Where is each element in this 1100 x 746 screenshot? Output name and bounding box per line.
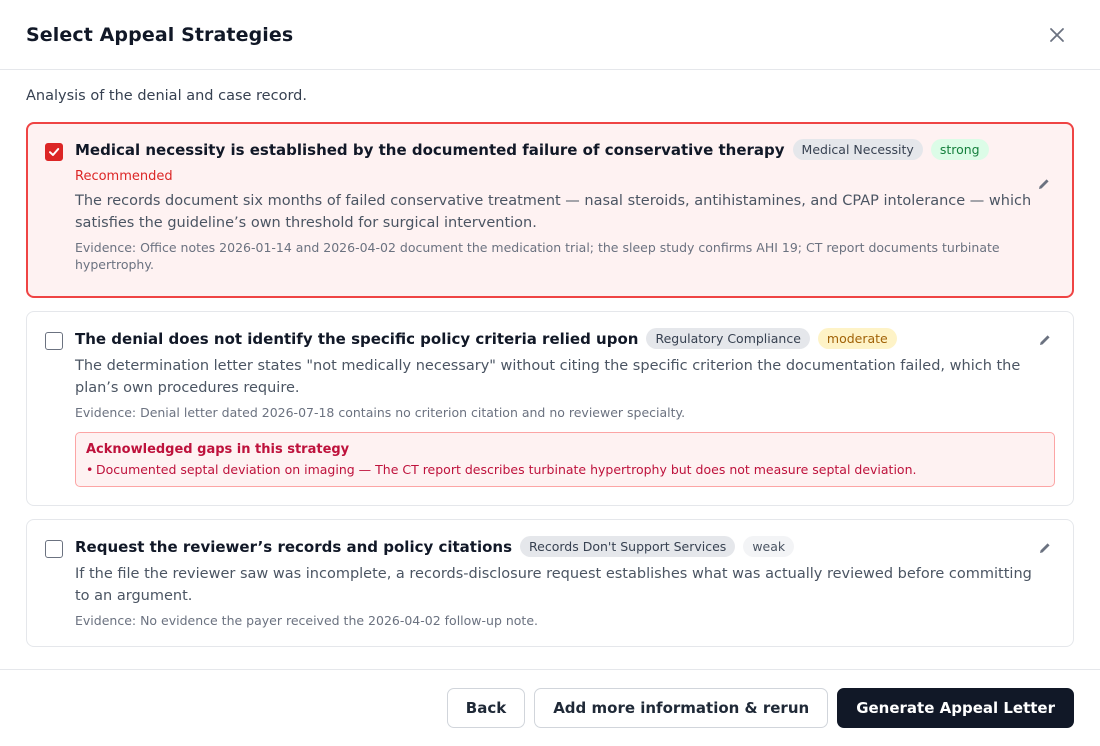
strategy-checkbox[interactable] [45, 540, 63, 558]
add-info-rerun-button[interactable]: Add more information & rerun [534, 688, 828, 728]
edit-strategy-button[interactable] [1035, 330, 1055, 350]
strategy-evidence: Evidence: Denial letter dated 2026-07-18 contains no criterion citation and no reviewer specialty. [75, 405, 686, 420]
dialog-title: Select Appeal Strategies [26, 23, 294, 46]
strategy-card-medical-necessity[interactable] [26, 122, 1074, 298]
edit-strategy-button[interactable] [1034, 174, 1054, 194]
pencil-icon [1038, 333, 1052, 347]
strategy-content [75, 328, 1055, 487]
close-icon [1049, 27, 1065, 43]
strategy-evidence: Evidence: No evidence the payer received the 2026-04-02 follow-up note. [75, 613, 538, 628]
check-icon [48, 146, 60, 158]
strategy-content [75, 139, 1055, 273]
strategy-title: Request the reviewer’s records and policy citations [75, 537, 513, 556]
gap-item: • Documented septal deviation on imaging — The CT report describes turbinate hypertrophy but does not measure septal deviation. [86, 462, 1044, 477]
strength-badge: strong [931, 139, 989, 160]
strategy-evidence: Evidence: Office notes 2026-01-14 and 2026-04-02 document the medication trial; the sleep study confirms AHI 19; CT report documents turbinate hypertrophy. [75, 240, 1000, 272]
category-badge: Records Don't Support Services [520, 536, 735, 557]
strategy-content [75, 536, 1055, 629]
analysis-intro: Analysis of the denial and case record. [26, 88, 307, 104]
strategy-description: The records document six months of failed conservative treatment — nasal steroids, antihistamines, and CPAP intolerance — which satisfies the guideline’s own threshold for surgical intervention. [75, 193, 1032, 231]
strength-badge: weak [743, 536, 794, 557]
edit-strategy-button[interactable] [1035, 538, 1055, 558]
strategy-description: The determination letter states "not medically necessary" without citing the specific criterion the documentation failed, which the plan’s own procedures require. [75, 358, 1021, 396]
strategy-checkbox[interactable] [45, 332, 63, 350]
strategy-title: The denial does not identify the specific policy criteria relied upon [75, 329, 639, 348]
pencil-icon [1037, 177, 1051, 191]
strategy-checkbox[interactable] [45, 143, 63, 161]
strategy-card-regulatory-compliance[interactable] [26, 311, 1074, 506]
strategy-description: If the file the reviewer saw was incomplete, a records-disclosure request establishes what was actually reviewed before committing to an argument. [75, 566, 1032, 604]
recommended-label: Recommended [75, 169, 173, 184]
dialog-footer [0, 669, 1100, 746]
dialog-header [0, 0, 1100, 70]
strategy-card-records-request[interactable] [26, 519, 1074, 647]
strength-badge: moderate [818, 328, 897, 349]
strategy-title: Medical necessity is established by the documented failure of conservative therapy [75, 140, 785, 159]
category-badge: Medical Necessity [793, 139, 923, 160]
back-button[interactable]: Back [447, 688, 525, 728]
pencil-icon [1038, 541, 1052, 555]
category-badge: Regulatory Compliance [646, 328, 809, 349]
acknowledged-gaps-box [75, 432, 1055, 487]
gaps-title: Acknowledged gaps in this strategy [86, 442, 350, 457]
dialog-body [0, 70, 1100, 647]
generate-appeal-letter-button[interactable]: Generate Appeal Letter [837, 688, 1074, 728]
close-button[interactable] [1044, 22, 1070, 48]
